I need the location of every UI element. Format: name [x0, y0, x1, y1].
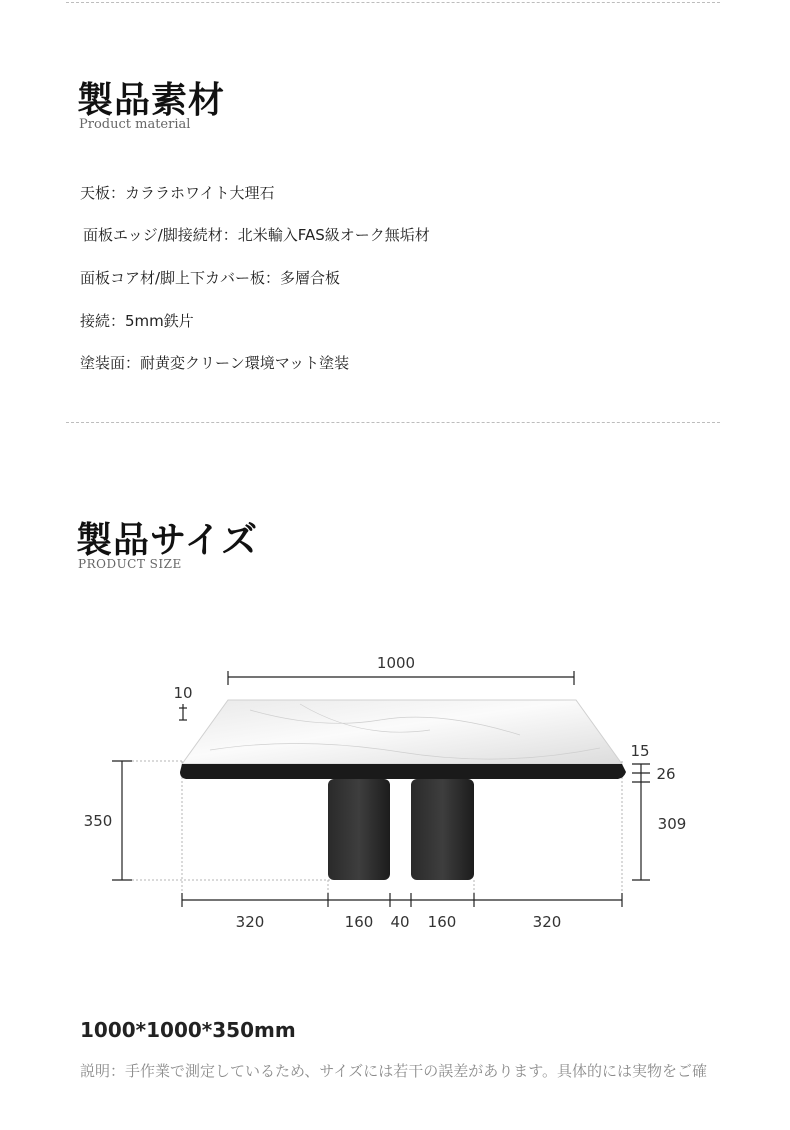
dim-top-edge: 10 — [173, 684, 193, 702]
size-section-subtitle: PRODUCT SIZE — [78, 557, 182, 571]
dim-bottom-seg-5: 320 — [532, 913, 562, 931]
dim-total-height: 350 — [83, 812, 113, 830]
size-section-title: 製品サイズ — [76, 520, 259, 561]
material-section-subtitle: Product material — [79, 117, 191, 132]
material-item-top: 天板：カララホワイト大理石 — [80, 184, 275, 202]
dim-leg-height: 309 — [657, 815, 687, 833]
middle-divider — [66, 422, 720, 423]
table-leg-right — [411, 779, 474, 880]
dim-edge-thin: 15 — [630, 742, 650, 760]
size-diagram — [0, 640, 790, 931]
top-divider — [66, 2, 720, 3]
dim-bottom-seg-2: 160 — [344, 913, 374, 931]
material-item-edge: 面板エッジ/脚接続材：北米輸入FAS級オーク無垢材 — [83, 226, 430, 244]
size-note: 説明：手作業で測定しているため、サイズには若干の誤差があります。具体的には実物をご確 — [80, 1062, 708, 1080]
material-section-title: 製品素材 — [77, 80, 226, 121]
material-item-core: 面板コア材/脚上下カバー板：多層合板 — [80, 269, 341, 287]
table-leg-left — [328, 779, 390, 880]
size-summary: 1000*1000*350mm — [80, 1018, 296, 1042]
dim-bottom-seg-1: 320 — [235, 913, 265, 931]
material-item-connector: 接続：5mm鉄片 — [80, 312, 194, 330]
dim-top-width: 1000 — [376, 654, 416, 672]
tabletop-edge-band — [180, 764, 626, 779]
dim-bottom-seg-3: 40 — [390, 913, 410, 931]
dim-bottom-seg-4: 160 — [427, 913, 457, 931]
material-item-coating: 塗装面：耐黄変クリーン環境マット塗装 — [80, 354, 350, 372]
dim-edge-thick: 26 — [656, 765, 676, 783]
